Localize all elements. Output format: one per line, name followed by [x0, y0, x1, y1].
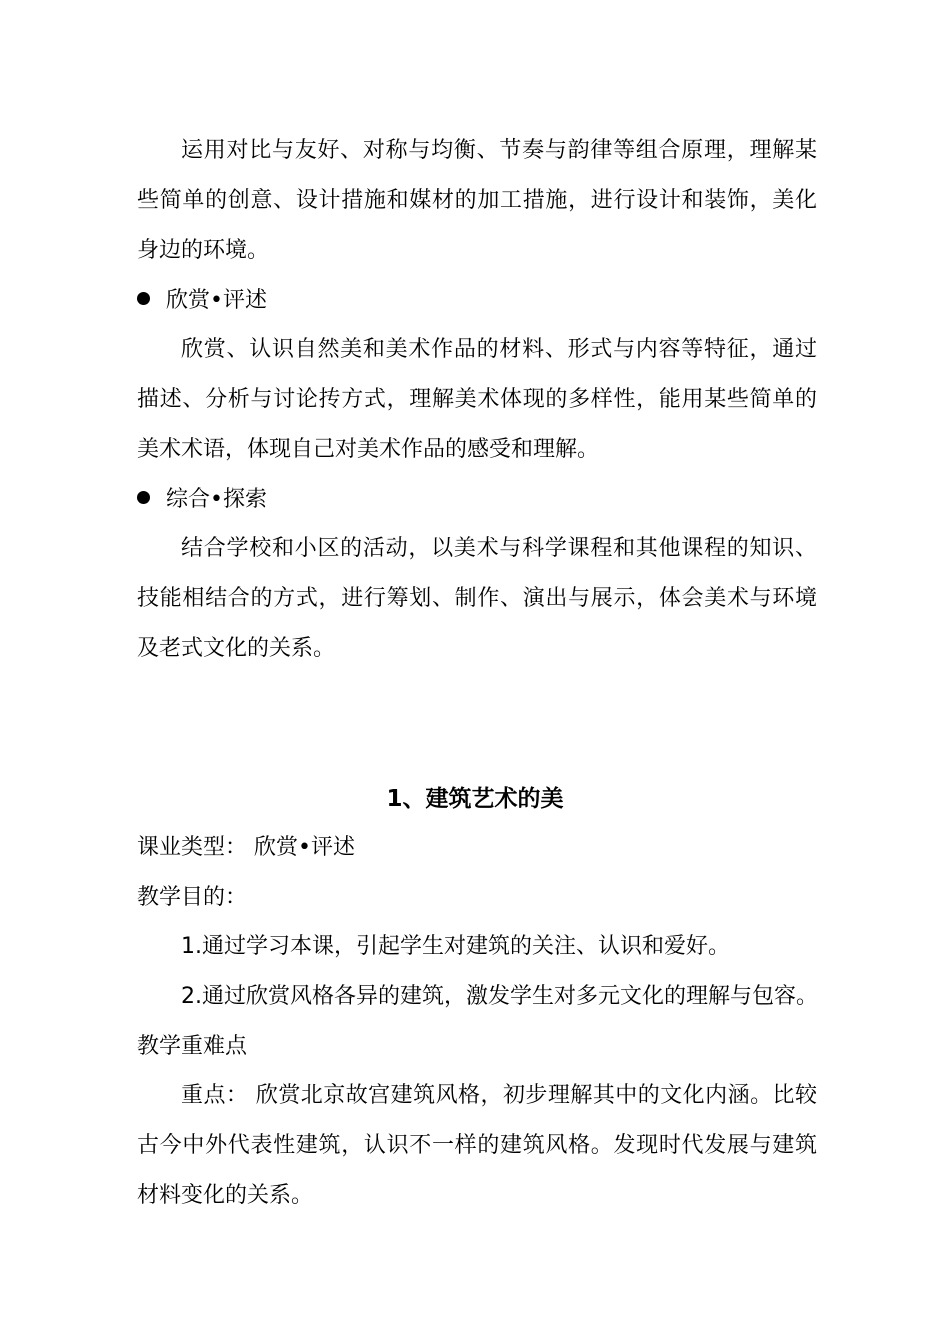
key-points-line: 古今中外代表性建筑，认识不一样的建筑风格。发现时代发展与建筑	[137, 1133, 817, 1158]
difficulty-heading: 教学重难点	[137, 1034, 248, 1059]
bullet-dot-icon	[137, 292, 150, 305]
bullet-item-appreciation	[137, 286, 267, 316]
bullet-item-exploration	[137, 485, 267, 515]
paragraph-line: 欣赏、认识自然美和美术作品的材料、形式与内容等特征，通过	[181, 337, 817, 362]
key-points-line: 材料变化的关系。	[137, 1183, 314, 1208]
lesson-type-line: 课业类型： 欣赏•评述	[137, 835, 355, 860]
lesson-title: 1、建筑艺术的美	[386, 786, 564, 812]
paragraph-line: 结合学校和小区的活动，以美术与科学课程和其他课程的知识、	[181, 536, 817, 561]
bullet-dot-icon	[137, 491, 150, 504]
bullet-label: 欣赏•评述	[166, 288, 267, 313]
paragraph-line: 运用对比与友好、对称与均衡、节奏与韵律等组合原理，理解某	[181, 138, 817, 163]
goal-item: 1.通过学习本课，引起学生对建筑的关注、认识和爱好。	[181, 934, 730, 959]
paragraph-line: 些简单的创意、设计措施和媒材的加工措施，进行设计和装饰，美化	[137, 188, 817, 213]
paragraph-line: 技能相结合的方式，进行筹划、制作、演出与展示，体会美术与环境	[137, 586, 817, 611]
goals-heading: 教学目的：	[137, 885, 248, 910]
paragraph-line: 身边的环境。	[137, 238, 270, 263]
goal-item: 2.通过欣赏风格各异的建筑，激发学生对多元文化的理解与包容。	[181, 984, 818, 1009]
bullet-label: 综合•探索	[166, 487, 267, 512]
paragraph-line: 及老式文化的关系。	[137, 636, 336, 661]
paragraph-line: 描述、分析与讨论抟方式，理解美术体现的多样性，能用某些简单的	[137, 387, 817, 412]
key-points-line: 重点： 欣赏北京故宫建筑风格，初步理解其中的文化内涵。比较	[181, 1083, 817, 1108]
paragraph-line: 美术术语，体现自己对美术作品的感受和理解。	[137, 437, 600, 462]
